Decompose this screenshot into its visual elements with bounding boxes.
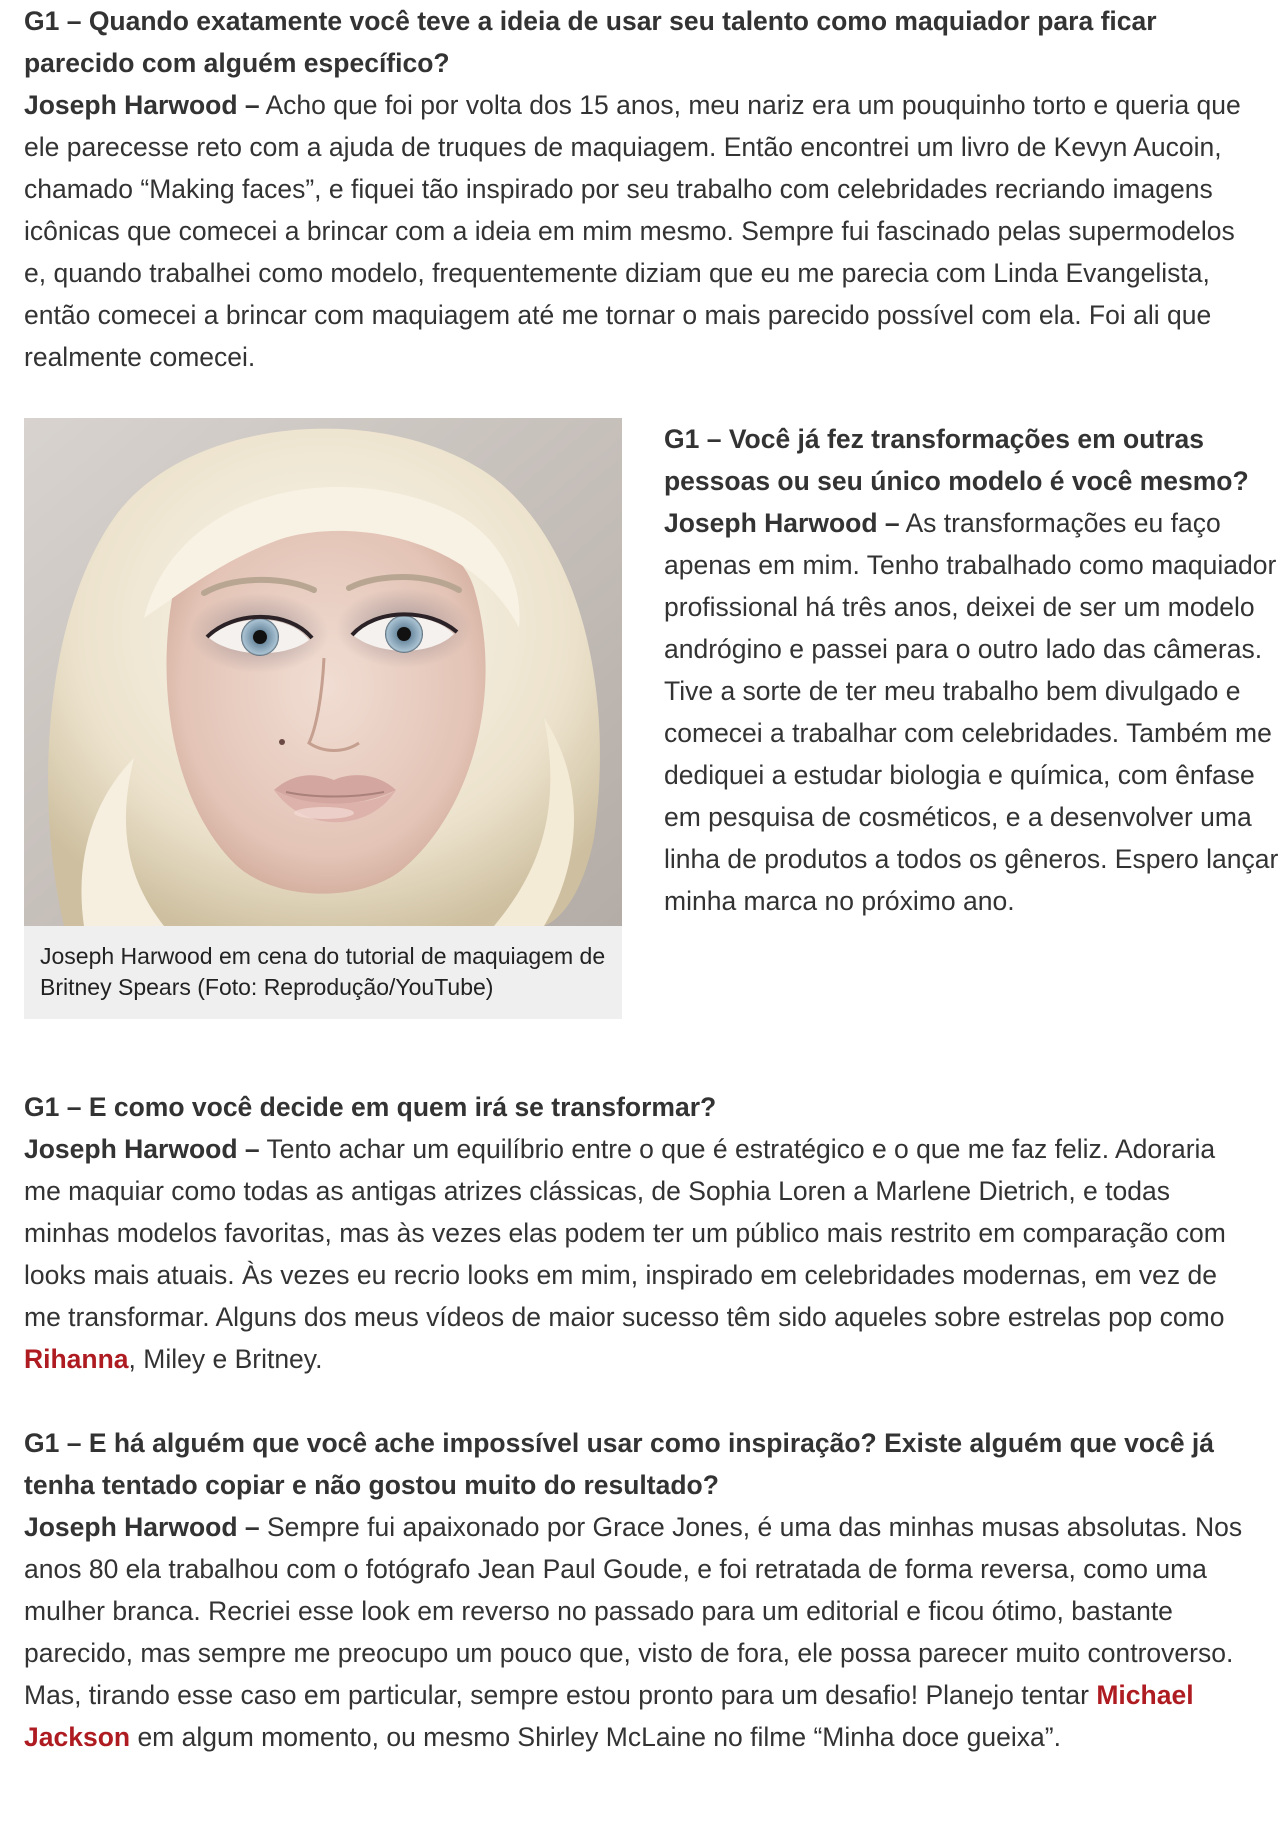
interviewee-name: Joseph Harwood – — [24, 90, 260, 120]
interview-question: G1 – Você já fez transformações em outras pessoas ou seu único modelo é você mesmo? — [664, 424, 1249, 496]
interview-block-4 — [24, 1422, 1257, 1758]
interview-question: G1 – Quando exatamente você teve a ideia de usar seu talento como maquiador para ficar parecido com alguém específico? — [24, 6, 1157, 78]
interview-answer — [24, 84, 1257, 378]
interview-block-2 — [664, 418, 1281, 922]
interviewee-name: Joseph Harwood – — [24, 1512, 260, 1542]
article-figure — [24, 418, 622, 1019]
interview-question: G1 – E como você decide em quem irá se transformar? — [24, 1092, 717, 1122]
interview-answer — [664, 502, 1281, 922]
answer-text-end: , Miley e Britney. — [128, 1344, 323, 1374]
interview-block-1 — [24, 0, 1257, 378]
interview-answer — [24, 1506, 1257, 1758]
answer-text: Tento achar um equilíbrio entre o que é estratégico e o que me faz feliz. Adoraria me maquiar como todas as antigas atrizes clássicas, de Sophia Loren a Marlene Dietrich, e todas minhas modelos favoritas, mas às vezes elas podem ter um público mais restrito em comparação com looks mais atuais. Às vezes eu recrio looks em mim, inspirado em celebridades modernas, em vez de me transformar. Alguns dos meus vídeos de maior sucesso têm sido aqueles sobre estrelas pop como — [24, 1134, 1226, 1332]
answer-text: As transformações eu faço apenas em mim. Tenho trabalhado como maquiador profissional há três anos, deixei de ser um modelo andrógino e passei para o outro lado das câmeras. Tive a sorte de ter meu trabalho bem divulgado e comecei a trabalhar com celebridades. Também me dediquei a estudar biologia e química, com ênfase em pesquisa de cosméticos, e a desenvolver uma linha de produtos a todos os gêneros. Espero lançar minha marca no próximo ano. — [664, 508, 1279, 916]
figure-caption: Joseph Harwood em cena do tutorial de maquiagem de Britney Spears (Foto: Reprodução/YouTube) — [40, 943, 606, 1000]
answer-text-end: em algum momento, ou mesmo Shirley McLaine no filme “Minha doce gueixa”. — [130, 1722, 1061, 1752]
interview-answer — [24, 1128, 1257, 1380]
link-rihanna[interactable]: Rihanna — [24, 1344, 129, 1374]
answer-text: Acho que foi por volta dos 15 anos, meu nariz era um pouquinho torto e queria que ele parecesse reto com a ajuda de truques de maquiagem. Então encontrei um livro de Kevyn Aucoin, chamado “Making faces”, e fiquei tão inspirado por seu trabalho com celebridades recriando imagens icônicas que comecei a brincar com a ideia em mim mesmo. Sempre fui fascinado pelas supermodelos e, quando trabalhei como modelo, frequentemente diziam que eu me parecia com Linda Evangelista, então comecei a brincar com maquiagem até me tornar o mais parecido possível com ela. Foi ali que realmente comecei. — [24, 90, 1241, 372]
interview-question: G1 – E há alguém que você ache impossível usar como inspiração? Existe alguém que você já tenha tentado copiar e não gostou muito do resultado? — [24, 1428, 1215, 1500]
article-photo — [24, 418, 622, 926]
answer-text: Sempre fui apaixonado por Grace Jones, é uma das minhas musas absolutas. Nos anos 80 ela trabalhou com o fotógrafo Jean Paul Goude, e foi retratada de forma reversa, como uma mulher branca. Recriei esse look em reverso no passado para um editorial e ficou ótimo, bastante parecido, mas sempre me preocupo um pouco que, visto de fora, ele possa parecer muito controverso. Mas, tirando esse caso em particular, sempre estou pronto para um desafio! Planejo tentar — [24, 1512, 1243, 1710]
interview-block-3 — [24, 1086, 1257, 1380]
interviewee-name: Joseph Harwood – — [664, 508, 900, 538]
link-michael-jackson[interactable]: Michael Jackson — [24, 1680, 1194, 1752]
interviewee-name: Joseph Harwood – — [24, 1134, 260, 1164]
